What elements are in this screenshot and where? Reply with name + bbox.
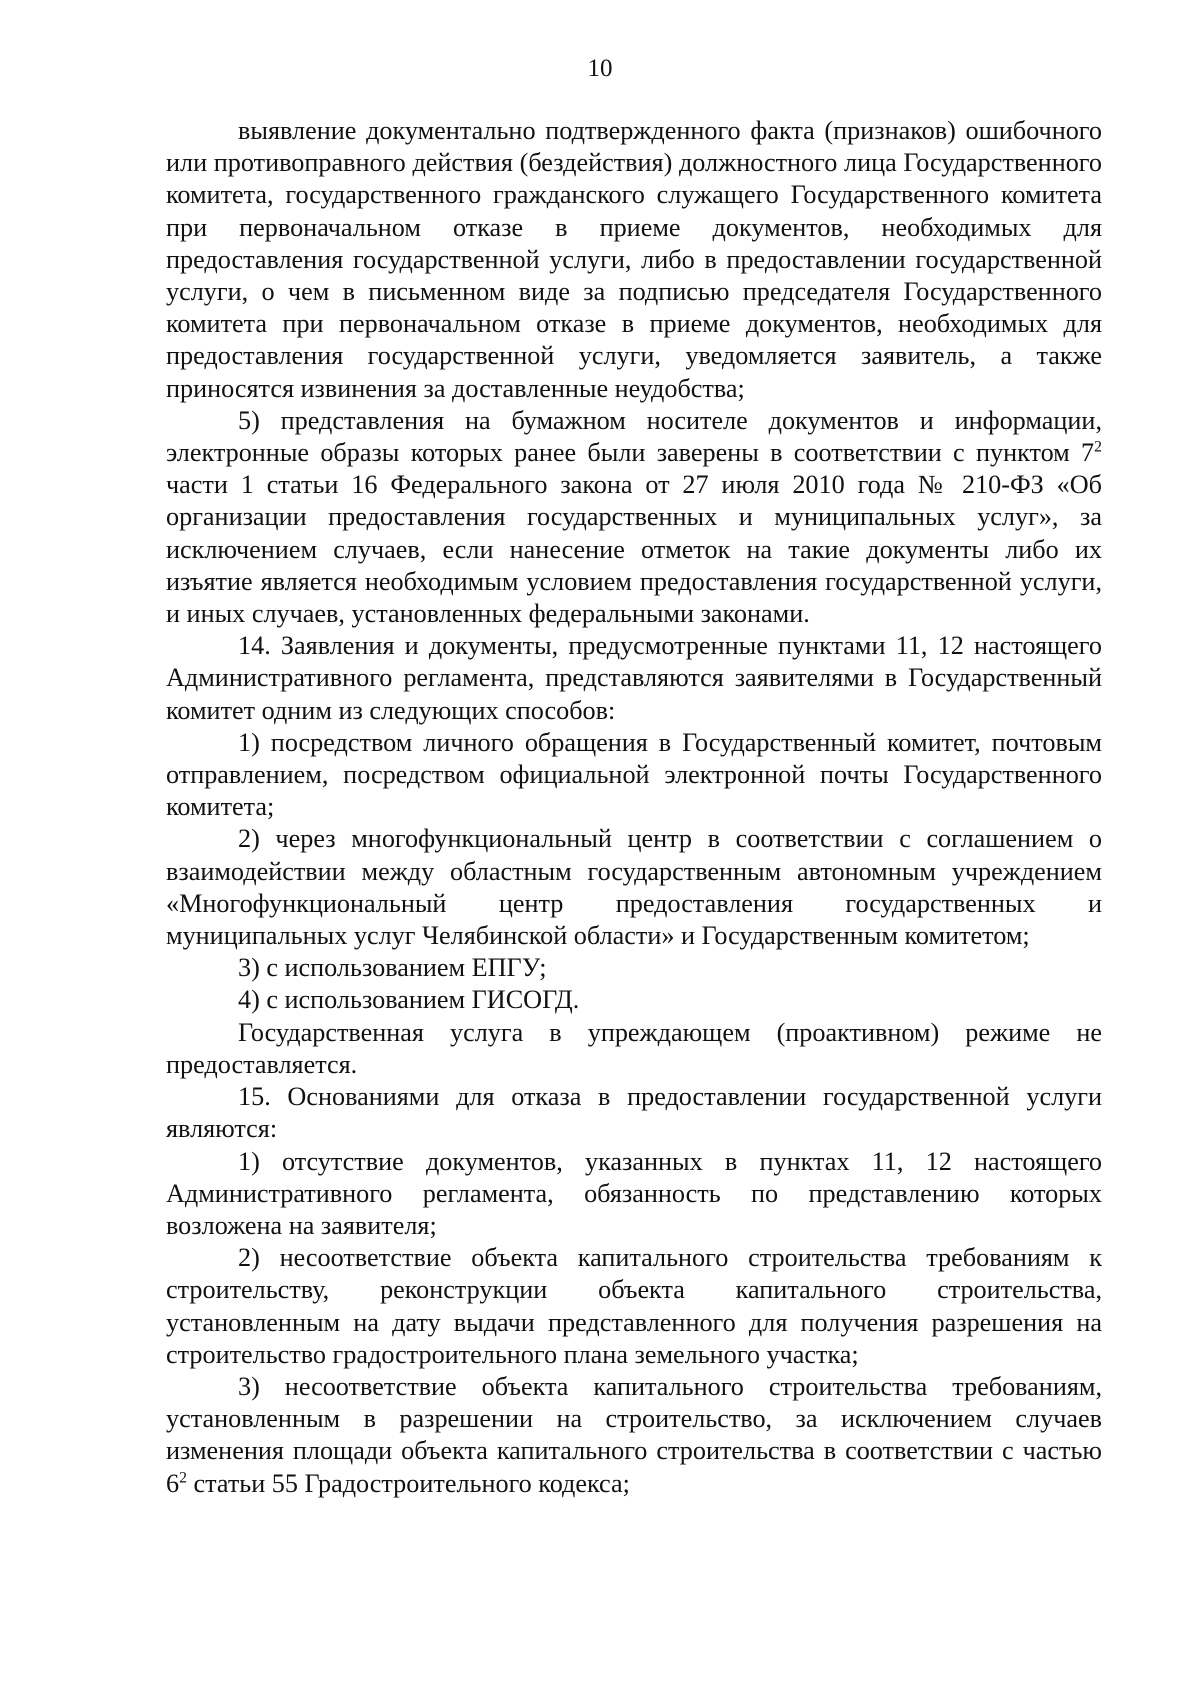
paragraph-text-part: части 1 статьи 16 Федерального закона от 27 июля 2010 года № 210-ФЗ «Об организации предоставления государственных и муниципальных услуг», за исключением случаев, если нанесение отметок на такие документы либо их изъятие является необходимым условием предоставления государственной услуги, и иных случаев, установленных федеральными законами. xyxy=(166,470,1102,629)
document-body xyxy=(166,115,1102,1500)
superscript: 2 xyxy=(179,1469,187,1487)
paragraph-14-submission: 14. Заявления и документы, предусмотренные пунктами 11, 12 настоящего Административного регламента, представляются заявителями в Государственный комитет одним из следующих способов: xyxy=(166,631,1102,725)
paragraph-text-part: 3) несоответствие объекта капитального строительства требованиям, установленным в разрешении на строительство, за исключением случаев изменения площади объекта капитального строительства в соответствии с частью 6 xyxy=(166,1371,1102,1498)
paragraph-14-item-3: 3) с использованием ЕПГУ; xyxy=(238,953,547,983)
paragraph-15-item-3 xyxy=(166,1371,1102,1500)
paragraph-15-refusal-grounds: 15. Основаниями для отказа в предоставлении государственной услуги являются: xyxy=(166,1082,1102,1144)
paragraph-identification-of-error: выявление документально подтвержденного факта (признаков) ошибочного или противоправного действия (бездействия) должностного лица Государственного комитета, государственного гражданского служащего Государственного комитета при первоначальном отказе в приеме документов, необходимых для предоставления государственной услуги, либо в предоставлении государственной услуги, о чем в письменном виде за подписью председателя Государственного комитета при первоначальном отказе в приеме документов, необходимых для предоставления государственной услуги, уведомляется заявитель, а также приносятся извинения за доставленные неудобства; xyxy=(166,116,1102,403)
paragraph-text-part: статьи 55 Градостроительного кодекса; xyxy=(186,1468,630,1498)
superscript: 2 xyxy=(1094,438,1102,456)
paragraph-14-item-4: 4) с использованием ГИСОГД. xyxy=(238,985,580,1015)
paragraph-proactive-mode: Государственная услуга в упреждающем (проактивном) режиме не предоставляется. xyxy=(166,1017,1102,1079)
page-number: 10 xyxy=(587,55,613,82)
paragraph-15-item-2: 2) несоответствие объекта капитального строительства требованиям к строительству, реконструкции объекта капитального строительства, установленным на дату выдачи представленного для получения разрешения на строительство градостроительного плана земельного участка; xyxy=(166,1243,1102,1369)
paragraph-14-item-1: 1) посредством личного обращения в Государственный комитет, почтовым отправлением, посредством официальной электронной почты Государственного комитета; xyxy=(166,727,1102,822)
paragraph-14-item-2: 2) через многофункциональный центр в соответствии с соглашением о взаимодействии между областным государственным автономным учреждением «Многофункциональный центр предоставления государственных и муниципальных услуг Челябинской области» и Государственным комитетом; xyxy=(166,824,1102,951)
paragraph-15-item-1: 1) отсутствие документов, указанных в пунктах 11, 12 настоящего Административного регламента, обязанность по представлению которых возложена на заявителя; xyxy=(166,1146,1102,1240)
paragraph-text-part: 5) представления на бумажном носителе документов и информации, электронные образы которых ранее были заверены в соответствии с пунктом 7 xyxy=(166,405,1102,468)
paragraph-item-5-paper-documents xyxy=(166,405,1102,630)
